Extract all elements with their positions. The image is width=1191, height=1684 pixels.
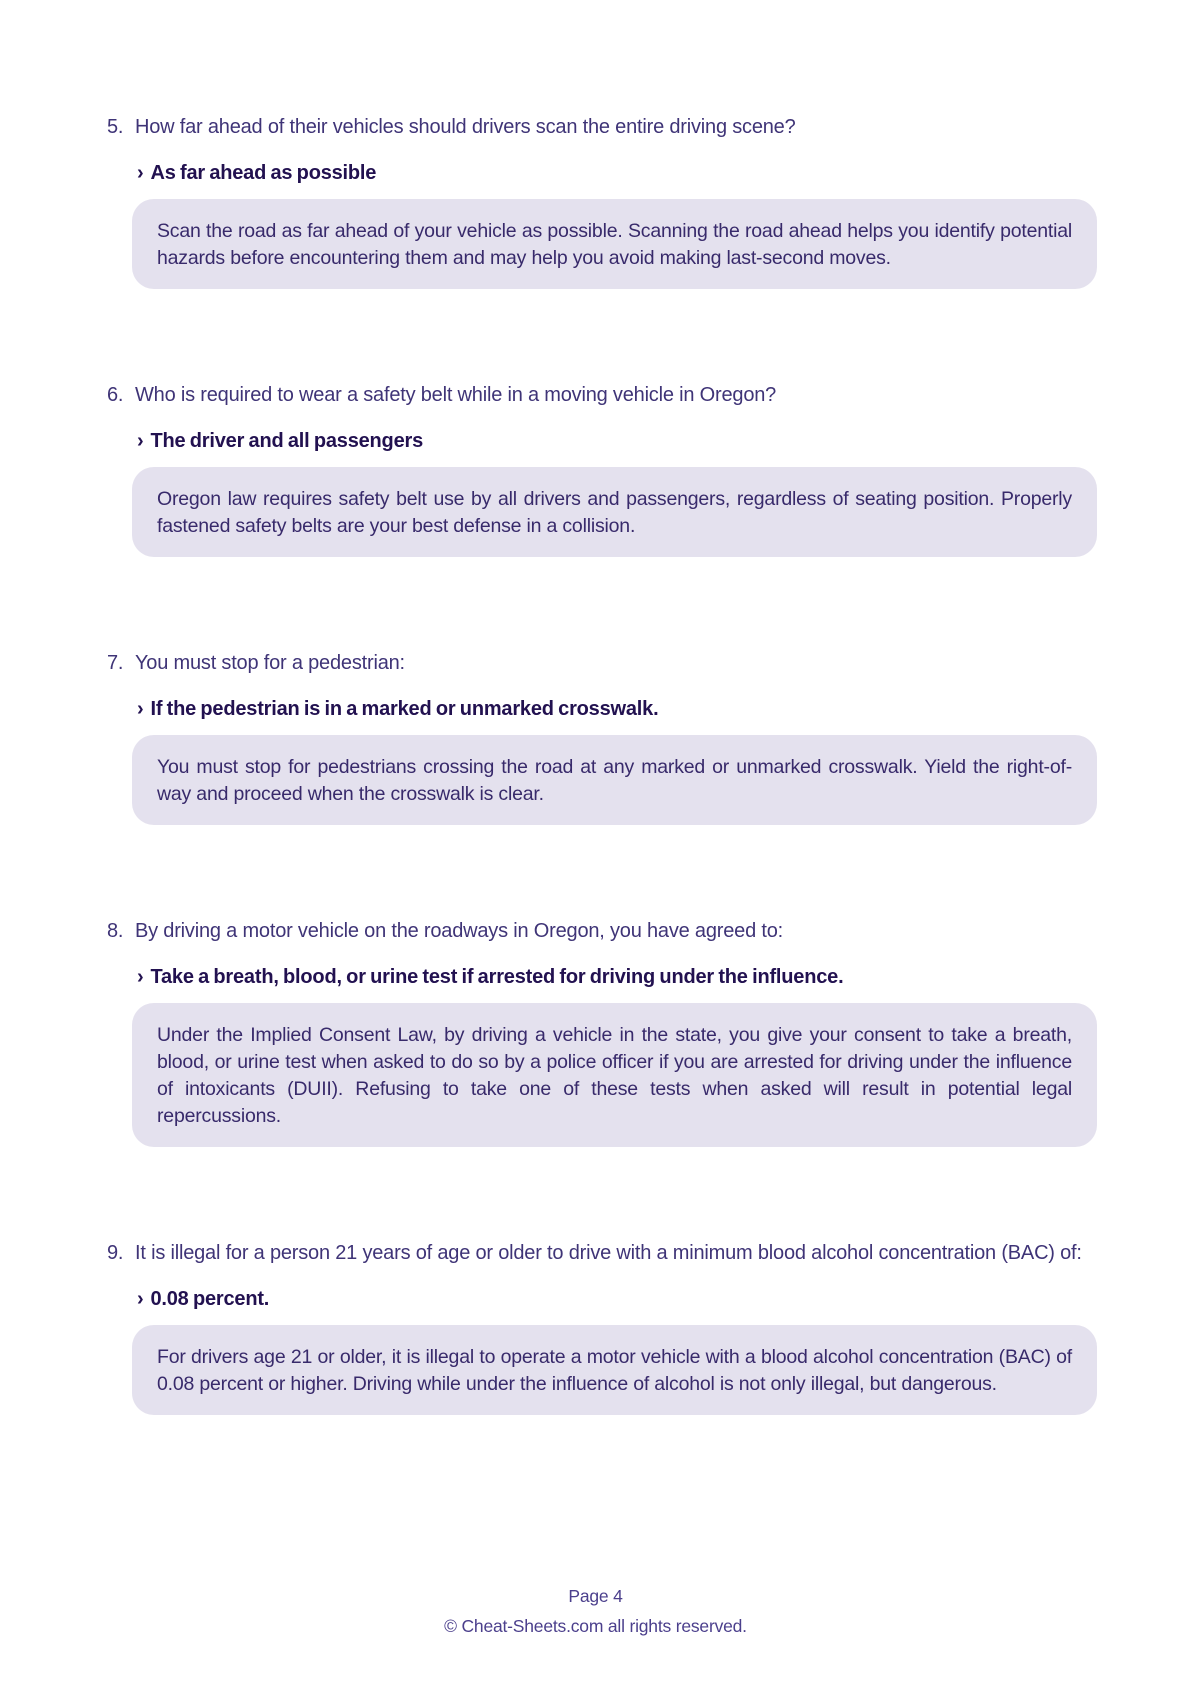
explanation-box: For drivers age 21 or older, it is illegal to operate a motor vehicle with a blood alcohol concentration (BAC) of 0.08 percent or higher. Driving while under the influence of alcohol is not only illegal, but dangerous.	[132, 1325, 1097, 1415]
question-number: 9.	[107, 1242, 124, 1264]
question	[107, 381, 1087, 409]
question-text: It is illegal for a person 21 years of age or older to drive with a minimum blood alcohol concentration (BAC) of:	[135, 1242, 1082, 1264]
question-block-9	[107, 1239, 1191, 1415]
answer-text: If the pedestrian is in a marked or unmarked crosswalk.	[150, 698, 659, 720]
question-block-5	[107, 113, 1191, 289]
question	[107, 649, 1087, 677]
answer-text: As far ahead as possible	[150, 162, 377, 184]
answer	[137, 695, 1191, 723]
chevron-right-icon: ›	[137, 698, 144, 720]
question-number: 5.	[107, 116, 124, 138]
explanation-box: Oregon law requires safety belt use by all drivers and passengers, regardless of seating position. Properly fastened safety belts are your best defense in a collision.	[132, 467, 1097, 557]
question-block-8	[107, 917, 1191, 1147]
explanation-box: Scan the road as far ahead of your vehicle as possible. Scanning the road ahead helps you identify potential hazards before encountering them and may help you avoid making last-second moves.	[132, 199, 1097, 289]
chevron-right-icon: ›	[137, 162, 144, 184]
question-number: 6.	[107, 384, 124, 406]
explanation-box: Under the Implied Consent Law, by driving a vehicle in the state, you give your consent to take a breath, blood, or urine test when asked to do so by a police officer if you are arrested for driving under the influence of intoxicants (DUII). Refusing to take one of these tests when asked will result in potential legal repercussions.	[132, 1003, 1097, 1147]
answer-text: The driver and all passengers	[150, 430, 424, 452]
question-text: You must stop for a pedestrian:	[135, 652, 405, 674]
answer	[137, 159, 1191, 187]
chevron-right-icon: ›	[137, 430, 144, 452]
chevron-right-icon: ›	[137, 1288, 144, 1310]
question-text: How far ahead of their vehicles should drivers scan the entire driving scene?	[135, 116, 796, 138]
page-footer	[0, 1581, 1191, 1641]
question	[107, 113, 1087, 141]
answer	[137, 963, 1191, 991]
answer	[137, 1285, 1191, 1313]
question-block-7	[107, 649, 1191, 825]
answer-text: 0.08 percent.	[150, 1288, 270, 1310]
question-text: By driving a motor vehicle on the roadways in Oregon, you have agreed to:	[135, 920, 783, 942]
explanation-box: You must stop for pedestrians crossing the road at any marked or unmarked crosswalk. Yield the right-of-way and proceed when the crosswalk is clear.	[132, 735, 1097, 825]
question-block-6	[107, 381, 1191, 557]
copyright-notice: © Cheat-Sheets.com all rights reserved.	[444, 1616, 747, 1636]
answer	[137, 427, 1191, 455]
question	[107, 1239, 1087, 1267]
page-number: Page 4	[568, 1586, 623, 1606]
question-number: 7.	[107, 652, 124, 674]
question	[107, 917, 1087, 945]
question-number: 8.	[107, 920, 124, 942]
question-text: Who is required to wear a safety belt while in a moving vehicle in Oregon?	[135, 384, 777, 406]
answer-text: Take a breath, blood, or urine test if arrested for driving under the influence.	[150, 966, 844, 988]
chevron-right-icon: ›	[137, 966, 144, 988]
